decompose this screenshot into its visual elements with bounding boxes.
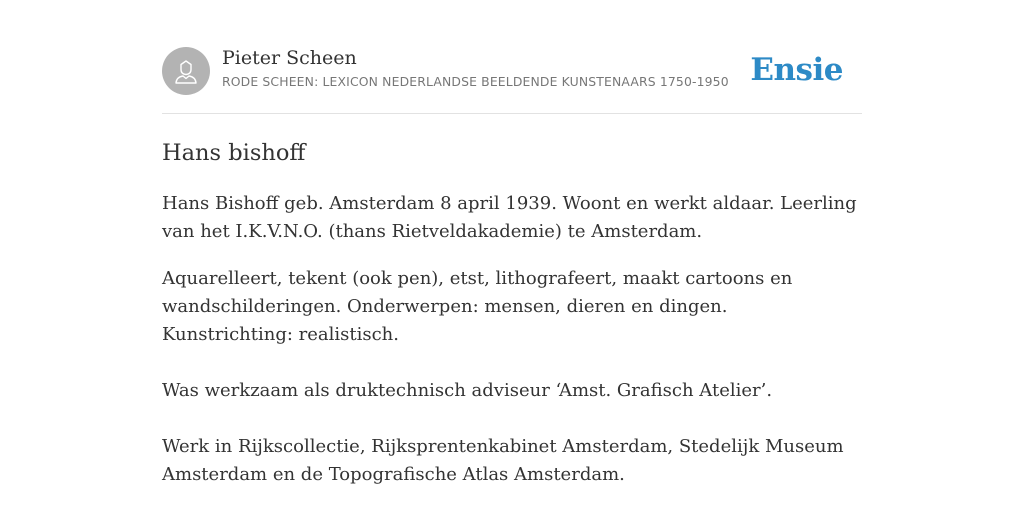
paragraph-break xyxy=(162,405,862,433)
page-title: Hans bishoff xyxy=(162,140,306,166)
author-avatar[interactable] xyxy=(162,47,210,95)
paragraph-break xyxy=(162,349,862,377)
paragraph: Was werkzaam als druktechnisch adviseur ‘Amst. Grafisch Atelier’. xyxy=(162,380,773,401)
author-name[interactable]: Pieter Scheen xyxy=(222,47,357,69)
header-divider xyxy=(162,113,862,114)
user-silhouette-icon xyxy=(171,56,201,86)
paragraph: Aquarelleert, tekent (ook pen), etst, lithografeert, maakt cartoons en wandschilderingen. Onderwerpen: mensen, dieren en dingen. Kunstrichting: realistisch. xyxy=(162,268,793,345)
article-header xyxy=(162,46,862,96)
paragraph: Werk in Rijkscollectie, Rijksprentenkabinet Amsterdam, Stedelijk Museum Amsterdam en de Topografische Atlas Amsterdam. xyxy=(162,436,844,485)
paragraph: Hans Bishoff geb. Amsterdam 8 april 1939. Woont en werkt aldaar. Leerling van het I.K.V.N.O. (thans Rietveldakademie) te Amsterdam. xyxy=(162,193,857,242)
article-body xyxy=(162,190,862,489)
source-lexicon[interactable]: RODE SCHEEN: LEXICON NEDERLANDSE BEELDENDE KUNSTENAARS 1750-1950 xyxy=(222,74,729,89)
ensie-logo[interactable]: Ensie xyxy=(750,52,843,88)
